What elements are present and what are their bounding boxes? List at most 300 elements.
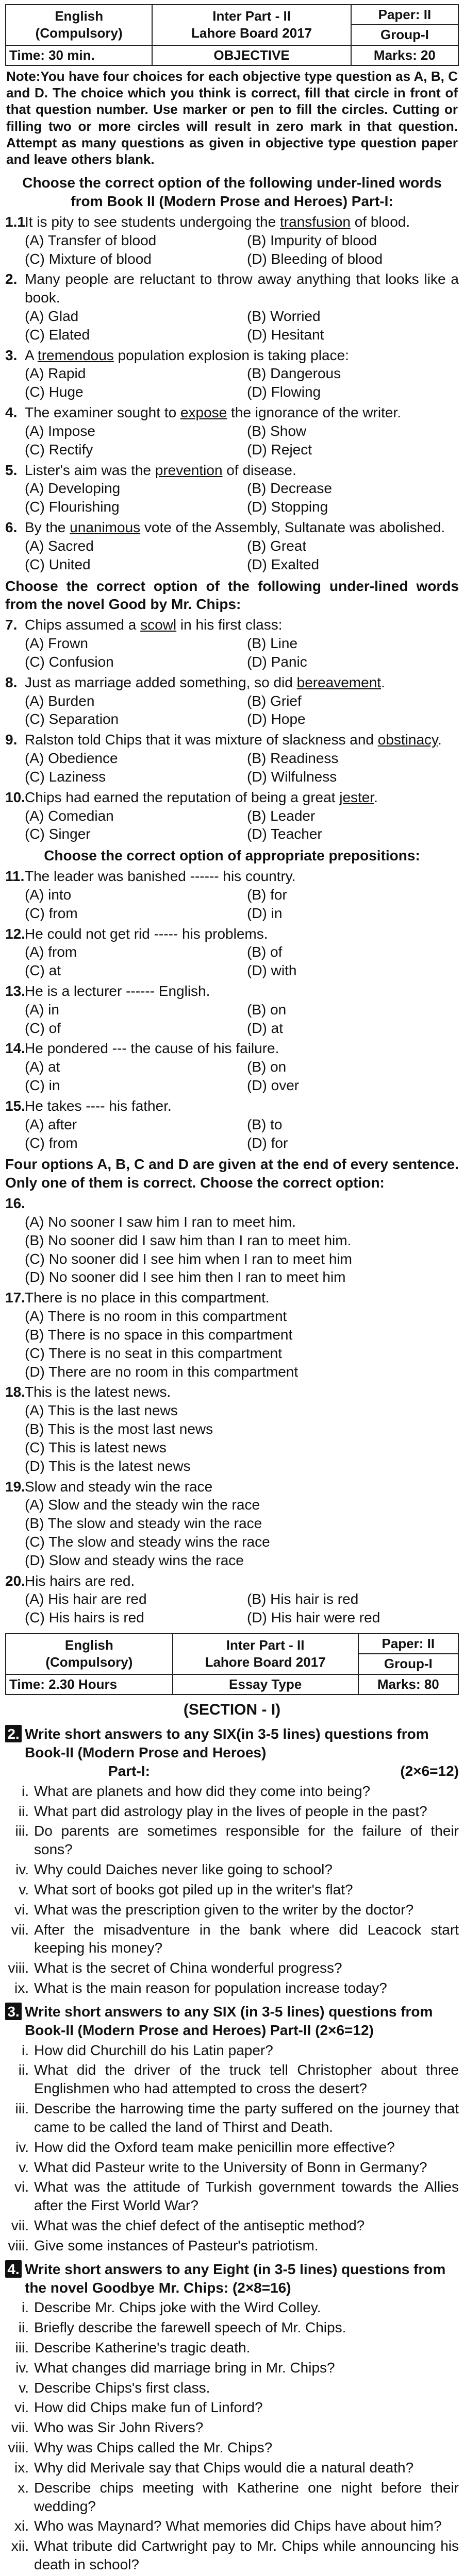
question-text-post: . (437, 732, 442, 748)
item-number: v. (19, 2379, 29, 2396)
question-text-pre: Slow and steady win the race (25, 1478, 213, 1495)
option: (B) for (247, 886, 287, 903)
option: (A) Slow and the steady win the race (25, 1497, 260, 1513)
question-number: 6. (5, 519, 18, 536)
options (25, 479, 459, 516)
option: (A) Glad (25, 308, 79, 324)
item-number: v. (19, 2159, 29, 2175)
mcq-question (5, 925, 459, 943)
short-question (5, 2236, 459, 2255)
item-number: xi. (14, 2518, 29, 2534)
mcq-question (5, 213, 459, 231)
short-question (5, 2418, 459, 2437)
objective-header (5, 4, 459, 66)
marks-cell: Marks: 20 (351, 45, 458, 65)
question-text (25, 731, 459, 749)
question-text (25, 788, 459, 807)
question-text-post: the ignorance of the writer. (227, 404, 401, 421)
question-number: 18. (5, 1384, 25, 1400)
question-number: 1.1 (5, 213, 25, 230)
option: (C) Flourishing (25, 499, 120, 515)
item-text: What tribute did Cartwright pay to Mr. Chips while announcing his death in school? (34, 2538, 459, 2573)
question-number: 13. (5, 982, 25, 999)
mcq-group-3 (5, 867, 459, 1152)
options (25, 231, 459, 268)
question-text-pre: Lister's aim was the (25, 462, 155, 478)
item-number: xii. (11, 2538, 29, 2554)
option: (D) No sooner did I see him then I ran to meet him (25, 1269, 346, 1285)
question-3-list (5, 2041, 459, 2255)
option: (C) in (25, 1077, 60, 1094)
item-number: iv. (15, 1861, 29, 1878)
question-number: 2. (5, 271, 18, 287)
question-2 (5, 1725, 459, 1762)
option: (B) Line (247, 635, 298, 652)
item-text: Who was Sir John Rivers? (34, 2419, 204, 2436)
short-question (5, 2379, 459, 2397)
short-question (5, 2298, 459, 2317)
options (25, 1401, 459, 1475)
option: (B) Grief (247, 692, 302, 709)
item-number: i. (22, 2299, 29, 2316)
item-text: What was the prescription given to the writer by the doctor? (34, 1901, 414, 1918)
question-text (25, 270, 459, 307)
short-question (5, 2318, 459, 2337)
question-3 (5, 2003, 459, 2040)
item-number: iii. (15, 2100, 29, 2117)
short-question (5, 2138, 459, 2157)
option: (B) No sooner did I saw him than I ran to meet him. (25, 1232, 352, 1248)
question-text-pre: Just as marriage added something, so did (25, 674, 297, 690)
option: (C) United (25, 556, 91, 572)
mcq-question (5, 1383, 459, 1401)
question-3-marks: (2×6=12) (315, 2022, 374, 2038)
item-text: Give some instances of Pasteur's patriotism. (34, 2237, 319, 2253)
item-text: Who was Maynard? What memories did Chips have about him? (34, 2518, 442, 2534)
option: (A) No sooner I saw him I ran to meet him. (25, 1213, 296, 1230)
item-text: What is the main reason for population increase today? (34, 1980, 387, 1996)
option: (A) Sacred (25, 537, 94, 554)
item-number: i. (22, 2042, 29, 2058)
question-4-marks: (2×8=16) (232, 2279, 291, 2296)
short-question (5, 2099, 459, 2137)
options (25, 307, 459, 344)
question-text (25, 518, 459, 537)
option: (C) Laziness (25, 768, 106, 785)
short-question (5, 2398, 459, 2417)
question-text-pre: The leader was banished ------ his country. (25, 868, 296, 885)
short-question (5, 1802, 459, 1821)
option: (A) in (25, 1001, 59, 1018)
question-text (25, 461, 459, 480)
option: (D) His hair were red (247, 1609, 380, 1626)
mcq-question (5, 1097, 459, 1115)
item-number: ix. (14, 2459, 29, 2476)
question-number: 14. (5, 1040, 25, 1057)
mcq-question (5, 867, 459, 886)
option: (A) Frown (25, 635, 88, 652)
mcq-question (5, 403, 459, 422)
short-question (5, 2041, 459, 2060)
option: (C) The slow and steady wins the race (25, 1534, 270, 1550)
option: (C) Rectify (25, 441, 93, 457)
short-question (5, 2061, 459, 2098)
item-number: vii. (11, 1921, 29, 1938)
question-text-pre: Many people are reluctant to throw away anything that looks like a book. (25, 271, 459, 306)
time-cell: Time: 30 min. (6, 45, 152, 65)
question-number: 12. (5, 925, 25, 942)
option: (D) Stopping (247, 499, 328, 515)
option: (A) Comedian (25, 807, 114, 824)
item-number: vii. (11, 2419, 29, 2436)
item-number: v. (19, 1881, 29, 1897)
paper-cell: Paper: II (351, 5, 458, 25)
board-cell: Inter Part - II Lahore Board 2017 (152, 5, 351, 45)
option: (C) Singer (25, 826, 91, 842)
question-number: 4. (5, 404, 18, 421)
option: (D) Teacher (247, 826, 322, 842)
short-question (5, 1782, 459, 1801)
question-text (25, 673, 459, 692)
question-number: 4. (5, 2260, 22, 2278)
question-number: 11. (5, 868, 25, 885)
mcq-group-2 (5, 616, 459, 843)
options (25, 1307, 459, 1381)
question-2-marks: (2×6=12) (400, 1762, 459, 1779)
option: (B) There is no space in this compartment (25, 1326, 293, 1343)
short-question (5, 2359, 459, 2377)
short-question (5, 1880, 459, 1899)
underlined-word: expose (180, 404, 227, 421)
question-number: 3. (5, 347, 18, 363)
item-text: How did Churchill do his Latin paper? (34, 2042, 273, 2058)
underlined-word: prevention (155, 462, 223, 478)
question-2-list (5, 1782, 459, 1997)
options (25, 1058, 459, 1095)
underlined-word: bereavement (296, 674, 382, 690)
item-number: iv. (15, 2359, 29, 2376)
option: (A) Burden (25, 692, 95, 709)
options (25, 692, 459, 729)
underlined-word: tremendous (37, 347, 114, 363)
item-text: What part did astrology play in the lives of people in the past? (34, 1803, 427, 1819)
question-text (25, 867, 459, 886)
option: (B) His hair is red (247, 1591, 359, 1607)
item-text: Describe Chips's first class. (34, 2379, 210, 2396)
option: (C) No sooner did I see him when I ran to meet him (25, 1250, 352, 1267)
mcq-question (5, 673, 459, 692)
option: (C) from (25, 905, 78, 921)
question-text-pre: His hairs are red. (25, 1572, 135, 1589)
question-number: 3. (5, 2003, 22, 2020)
option: (A) This is the last news (25, 1402, 178, 1419)
question-text-post: vote of the Assembly, Sultanate was abolished. (140, 519, 445, 536)
question-text (25, 1572, 459, 1590)
mcq-question (5, 518, 459, 537)
question-4-title: Write short answers to any Eight (in 3-5 lines) questions from the novel Goodbye Mr. Chips: (2×8=16) (25, 2261, 446, 2296)
option: (C) This is latest news (25, 1439, 167, 1455)
time-cell: Time: 2.30 Hours (6, 1674, 173, 1694)
option: (D) Wilfulness (247, 768, 337, 785)
short-question (5, 2438, 459, 2457)
short-question (5, 2517, 459, 2535)
short-question (5, 2216, 459, 2235)
option: (B) The slow and steady win the race (25, 1515, 262, 1532)
question-number: 9. (5, 732, 18, 748)
item-number: vi. (14, 2179, 29, 2195)
option: (D) This is the latest news (25, 1458, 191, 1474)
short-question (5, 2158, 459, 2177)
mcq-question (5, 788, 459, 807)
options (25, 749, 459, 786)
item-number: iii. (15, 1823, 29, 1839)
item-text: Describe Katherine's tragic death. (34, 2340, 251, 2355)
option: (D) Hesitant (247, 326, 324, 343)
item-number: viii. (8, 1960, 29, 1976)
options (25, 1590, 459, 1627)
question-text-pre: A (25, 347, 38, 363)
option: (B) Leader (247, 807, 316, 824)
item-text: What did Pasteur write to the University of Bonn in Germany? (34, 2159, 427, 2175)
question-text-pre: The examiner sought to (25, 404, 180, 421)
option: (B) on (247, 1059, 287, 1075)
option: (D) at (247, 1020, 283, 1036)
short-question (5, 1822, 459, 1859)
option: (C) of (25, 1020, 61, 1036)
item-number: ii. (18, 2319, 29, 2336)
option: (D) over (247, 1077, 300, 1094)
question-text-pre: This is the latest news. (25, 1384, 171, 1400)
option: (D) Slow and steady wins the race (25, 1552, 244, 1568)
question-text (25, 982, 459, 1001)
question-text (25, 1289, 459, 1307)
option: (D) Exalted (247, 556, 320, 572)
question-text-pre: He could not get rid ----- his problems. (25, 925, 268, 942)
question-number: 15. (5, 1097, 25, 1114)
question-text-pre: He is a lecturer ------ English. (25, 982, 210, 999)
option: (B) to (247, 1116, 283, 1132)
board-cell: Inter Part - II Lahore Board 2017 (173, 1634, 358, 1674)
underlined-word: unanimous (70, 519, 141, 536)
short-question (5, 2459, 459, 2477)
option: (C) Separation (25, 711, 119, 727)
item-number: ii. (18, 2062, 29, 2078)
item-text: After the misadventure in the bank where did Leacock start keeping his money? (34, 1921, 459, 1956)
mcq-question (5, 1289, 459, 1307)
question-text (25, 1194, 459, 1213)
options (25, 1115, 459, 1153)
question-text (25, 1039, 459, 1058)
option: (C) Huge (25, 384, 84, 400)
item-number: ix. (14, 1980, 29, 1996)
type-cell: OBJECTIVE (152, 45, 351, 65)
option: (A) There is no room in this compartment (25, 1308, 287, 1325)
item-text: What was the chief defect of the antiseptic method? (34, 2217, 365, 2234)
subject-cell: English (Compulsory) (6, 5, 152, 45)
underlined-word: jester (339, 789, 374, 805)
option: (A) Obedience (25, 750, 118, 767)
question-text (25, 616, 459, 634)
item-text: Describe Mr. Chips joke with the Wird Colley. (34, 2299, 321, 2316)
option: (A) Developing (25, 480, 121, 497)
mcq-question (5, 270, 459, 307)
question-text-post: of blood. (350, 213, 410, 230)
question-number: 17. (5, 1290, 25, 1306)
question-text-pre: There is no place in this compartment. (25, 1290, 270, 1306)
short-question (5, 2178, 459, 2215)
question-4-list (5, 2298, 459, 2574)
question-text (25, 1097, 459, 1115)
options (25, 1001, 459, 1038)
option: (B) Readiness (247, 750, 339, 767)
underlined-word: scowl (140, 617, 177, 633)
part-label: Part-I: (108, 1762, 150, 1779)
group-cell: Group-I (351, 25, 458, 45)
option: (C) Mixture of blood (25, 250, 152, 267)
option: (C) at (25, 962, 61, 979)
item-number: x. (18, 2479, 29, 2496)
options (25, 1496, 459, 1569)
option: (D) Hope (247, 711, 306, 727)
short-question (5, 1921, 459, 1958)
options (25, 1213, 459, 1286)
question-text-post: . (381, 674, 385, 690)
section-1-title: (SECTION - I) (183, 1701, 281, 1718)
instruction-2: Choose the correct option of the following under-lined words from the novel Good by Mr. Chips: (5, 578, 459, 613)
question-text (25, 1383, 459, 1401)
option: (D) Panic (247, 653, 307, 670)
item-text: What is the secret of China wonderful progress? (34, 1960, 342, 1976)
item-text: How did Chips make fun of Linford? (34, 2399, 263, 2416)
question-3-title: Write short answers to any SIX (in 3-5 lines) questions from Book-II (Modern Prose and Heroes) Part-II (2×6=12) (25, 2003, 433, 2038)
option: (B) Show (247, 422, 307, 439)
question-text (25, 1478, 459, 1496)
question-text-pre: Ralston told Chips that it was mixture of slackness and (25, 732, 378, 748)
item-text: What changes did marriage bring in Mr. Chips? (34, 2359, 335, 2376)
question-text-pre: By the (25, 519, 70, 536)
short-question (5, 1979, 459, 1997)
item-number: viii. (8, 2237, 29, 2253)
option: (C) There is no seat in this compartment (25, 1345, 283, 1361)
mcq-question (5, 1194, 459, 1213)
option: (A) Rapid (25, 365, 86, 382)
options (25, 634, 459, 671)
question-number: 5. (5, 462, 18, 478)
item-number: viii. (8, 2439, 29, 2456)
question-text (25, 925, 459, 943)
question-2-part-row (108, 1762, 459, 1781)
item-text: Why was Chips called the Mr. Chips? (34, 2439, 273, 2456)
option: (B) Worried (247, 308, 321, 324)
option: (A) Transfer of blood (25, 232, 157, 248)
mcq-question (5, 1039, 459, 1058)
item-text: Describe the harrowing time the party suffered on the journey that came to be called the land of Thirst and Death. (34, 2100, 459, 2135)
item-text: Describe chips meeting with Katherine one night before their wedding? (34, 2479, 459, 2514)
item-text: What was the attitude of Turkish government towards the Allies after the First World War? (34, 2179, 459, 2214)
option: (D) Reject (247, 441, 312, 457)
option: (D) There are no room in this compartment (25, 1363, 299, 1380)
item-number: ii. (18, 1803, 29, 1819)
option: (D) with (247, 962, 297, 979)
short-question (5, 1901, 459, 1919)
mcq-question (5, 346, 459, 365)
item-text: Why could Daiches never like going to school? (34, 1861, 333, 1878)
option: (D) in (247, 905, 283, 921)
item-text: What did the driver of the truck tell Christopher about three Englishmen who had attempted to cross the desert? (34, 2062, 459, 2097)
mcq-question (5, 1478, 459, 1496)
item-text: Why did Merivale say that Chips would die a natural death? (34, 2459, 414, 2476)
instruction-1: Choose the correct option of the following under-lined words from Book II (Modern Prose and Heroes) Part-I: (22, 175, 442, 210)
question-number: 2. (5, 1725, 22, 1742)
option: (B) Impurity of blood (247, 232, 377, 248)
option: (C) Confusion (25, 653, 114, 670)
item-number: vii. (11, 2217, 29, 2234)
question-text-post: in his first class: (176, 617, 283, 633)
question-text-post: of disease. (222, 462, 296, 478)
option: (A) after (25, 1116, 77, 1132)
question-number: 16. (5, 1195, 25, 1212)
group-cell: Group-I (358, 1654, 458, 1674)
instruction-4: Four options A, B, C and D are given at the end of every sentence. Only one of them is correct. Choose the correct option: (5, 1156, 459, 1191)
question-4 (5, 2260, 459, 2297)
option: (A) at (25, 1059, 60, 1075)
option: (A) His hair are red (25, 1591, 147, 1607)
question-text-pre: He takes ---- his father. (25, 1097, 172, 1114)
short-question (5, 1959, 459, 1977)
option: (B) Great (247, 537, 307, 554)
option: (D) Bleeding of blood (247, 250, 383, 267)
options (25, 364, 459, 401)
item-text: Briefly describe the farewell speech of Mr. Chips. (34, 2319, 346, 2336)
question-text (25, 403, 459, 422)
objective-note: Note:You have four choices for each objective type question as A, B, C and D. The choice which you think is correct, fill that circle in front of that question number. Use marker or pen to fill the circles. Cutting or filling two or more circles will result in zero mark in that question. Attempt as many questions as given in objective type question paper and leave others blank. (6, 68, 458, 167)
options (25, 807, 459, 844)
option: (A) Impose (25, 422, 95, 439)
question-text (25, 346, 459, 365)
question-text-post: population explosion is taking place: (113, 347, 349, 363)
question-text-pre: Chips assumed a (25, 617, 141, 633)
question-number: 19. (5, 1478, 25, 1495)
option: (C) Elated (25, 326, 90, 343)
options (25, 537, 459, 574)
item-number: iv. (15, 2139, 29, 2155)
question-number: 7. (5, 617, 18, 633)
options (25, 886, 459, 923)
short-question (5, 1860, 459, 1879)
question-number: 20. (5, 1572, 25, 1589)
mcq-question (5, 982, 459, 1001)
item-number: vi. (14, 2399, 29, 2416)
option: (B) on (247, 1001, 287, 1018)
option: (B) of (247, 944, 283, 960)
option: (B) This is the most last news (25, 1421, 213, 1437)
option: (B) Decrease (247, 480, 332, 497)
question-number: 8. (5, 674, 18, 690)
underlined-word: transfusion (279, 213, 351, 230)
option: (A) into (25, 886, 72, 903)
subject-cell: English (Compulsory) (6, 1634, 173, 1674)
item-number: i. (22, 1783, 29, 1799)
question-2-title: Write short answers to any SIX(in 3-5 lines) questions from Book-II (Modern Prose and Heroes) (25, 1726, 429, 1761)
question-number: 10. (5, 789, 25, 805)
question-text-pre: Chips had earned the reputation of being a great (25, 789, 340, 805)
item-text: Do parents are sometimes responsible for the failure of their sons? (34, 1823, 459, 1858)
item-number: iii. (15, 2340, 29, 2355)
item-text: How did the Oxford team make penicillin more effective? (34, 2139, 395, 2155)
item-text: What sort of books got piled up in the writer's flat? (34, 1881, 353, 1897)
underlined-word: obstinacy (377, 732, 438, 748)
mcq-question (5, 461, 459, 480)
